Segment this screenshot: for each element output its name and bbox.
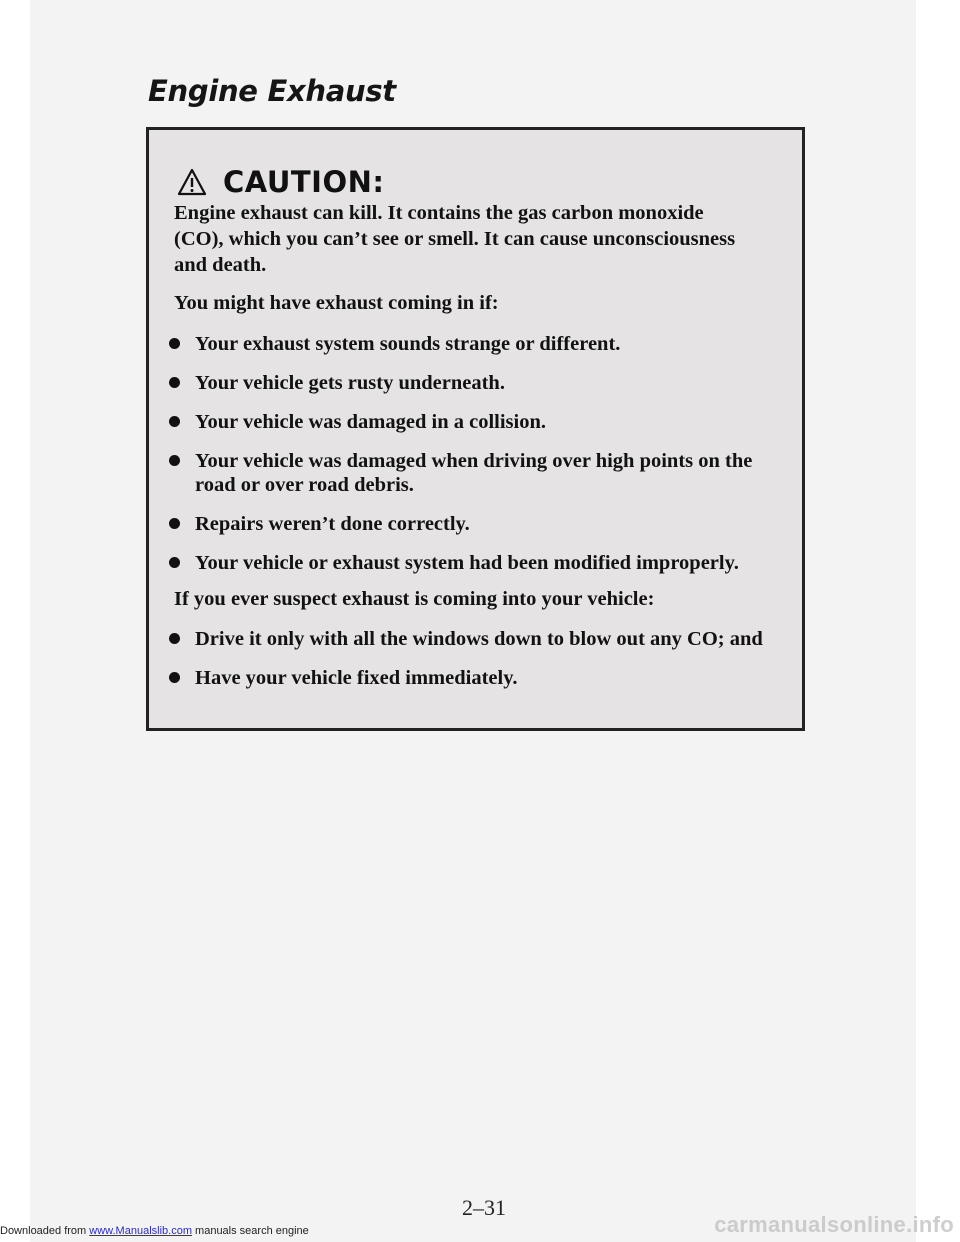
manualslib-link[interactable]: www.Manualslib.com [89, 1225, 192, 1237]
footer-prefix: Downloaded from [0, 1225, 90, 1237]
bullet-icon [169, 416, 180, 427]
warning-triangle-icon [177, 168, 207, 196]
list-item-text: Your vehicle gets rusty underneath. [195, 372, 505, 394]
download-footer [0, 1225, 309, 1237]
bullet-icon [169, 672, 180, 683]
bullet-icon [169, 455, 180, 466]
list-item-text: Your vehicle was damaged when driving over high points on the road or over road debris. [195, 450, 753, 496]
list-item [169, 551, 789, 575]
bullet-icon [169, 518, 180, 529]
caution-intro: Engine exhaust can kill. It contains the gas carbon monoxide (CO), which you can’t see or smell. It can cause unconsciousness and death. [174, 202, 736, 276]
suspect-exhaust-list [169, 627, 789, 705]
bullet-icon [169, 338, 180, 349]
list-item-text: Your vehicle was damaged in a collision. [195, 411, 546, 433]
bullet-icon [169, 557, 180, 568]
list-item-text: Your exhaust system sounds strange or different. [195, 333, 621, 355]
page-number: 2–31 [462, 1195, 506, 1220]
bullet-icon [169, 377, 180, 388]
list-item [169, 410, 789, 434]
exhaust-signs-lead: You might have exhaust coming in if: [174, 292, 499, 314]
list-item-text: Have your vehicle fixed immediately. [195, 667, 518, 689]
list-item [169, 512, 789, 536]
list-item [169, 371, 789, 395]
caution-heading: CAUTION: [223, 165, 385, 199]
list-item-text: Repairs weren’t done correctly. [195, 513, 470, 535]
list-item [169, 449, 789, 497]
list-item [169, 332, 789, 356]
exhaust-signs-list [169, 332, 789, 590]
caution-header [177, 162, 384, 202]
list-item-text: Your vehicle or exhaust system had been modified improperly. [195, 552, 739, 574]
list-item [169, 666, 789, 690]
watermark: carmanualsonline.info [714, 1212, 954, 1237]
suspect-exhaust-lead: If you ever suspect exhaust is coming into your vehicle: [174, 588, 655, 610]
bullet-icon [169, 633, 180, 644]
footer-suffix: manuals search engine [191, 1225, 309, 1237]
list-item [169, 627, 789, 651]
caution-box [146, 127, 805, 731]
list-item-text: Drive it only with all the windows down to blow out any CO; and [195, 628, 763, 650]
section-title: Engine Exhaust [148, 74, 396, 108]
